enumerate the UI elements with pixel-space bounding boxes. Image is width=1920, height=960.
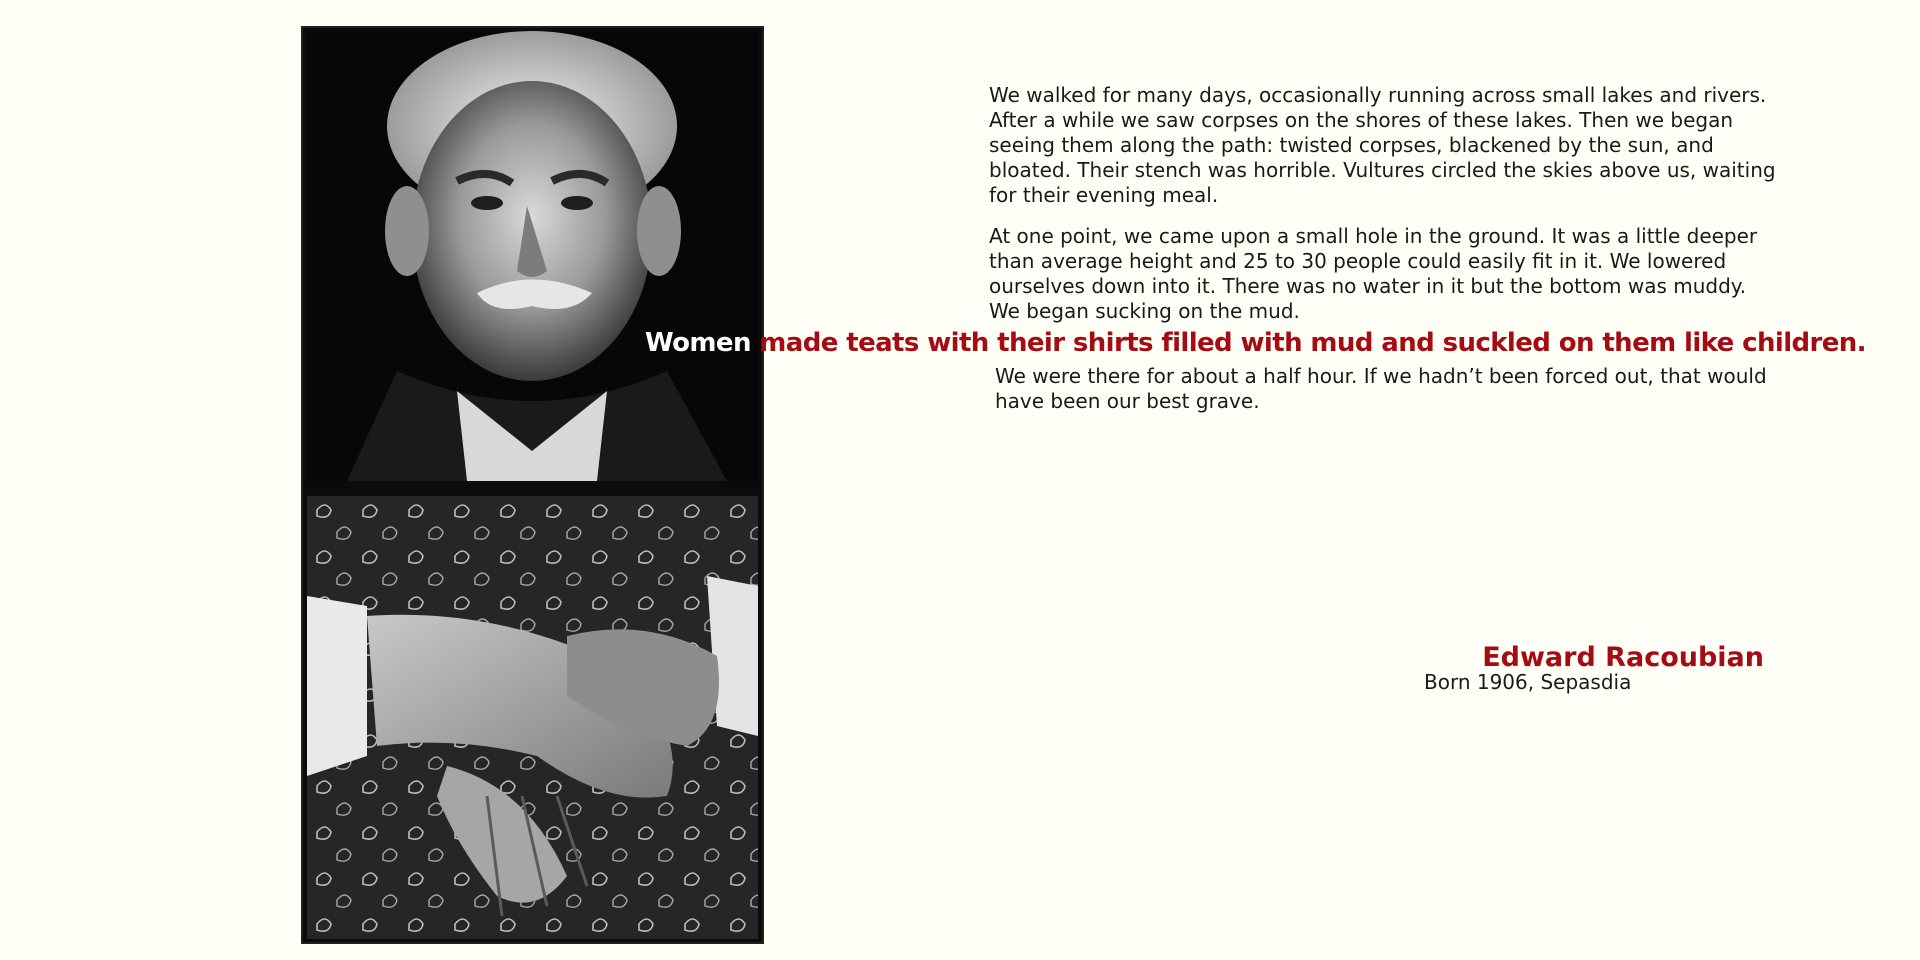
pull-quote	[645, 327, 1866, 359]
story-paragraph-1: We walked for many days, occasionally running across small lakes and rivers. After a while we saw corpses on the shores of these lakes. Then we began seeing them along the path: twisted corpses, blackened by the sun, and bloated. Their stench was horrible. Vultures circled the skies above us, waiting for their evening meal.	[989, 83, 1776, 207]
subject-name: Edward Racoubian	[1482, 642, 1764, 673]
hands-photo	[307, 496, 758, 939]
hands-image	[307, 496, 758, 939]
subject-born: Born 1906, Sepasdia	[1424, 670, 1632, 694]
story-paragraph-3: We were there for about a half hour. If we hadn’t been forced out, that would have been our best grave.	[995, 364, 1767, 413]
portrait-face-photo	[307, 31, 758, 481]
pull-quote-rest: made teats with their shirts filled with mud and suckled on them like children.	[750, 328, 1866, 358]
portrait-photo-frame	[303, 28, 762, 942]
portrait-face-image	[307, 31, 758, 481]
story-paragraph-2: At one point, we came upon a small hole in the ground. It was a little deeper than average height and 25 to 30 people could easily fit in it. We lowered ourselves down into it. There was no water in it but the bottom was muddy. We began sucking on the mud.	[989, 224, 1758, 323]
pull-quote-lead: Women	[645, 328, 751, 358]
